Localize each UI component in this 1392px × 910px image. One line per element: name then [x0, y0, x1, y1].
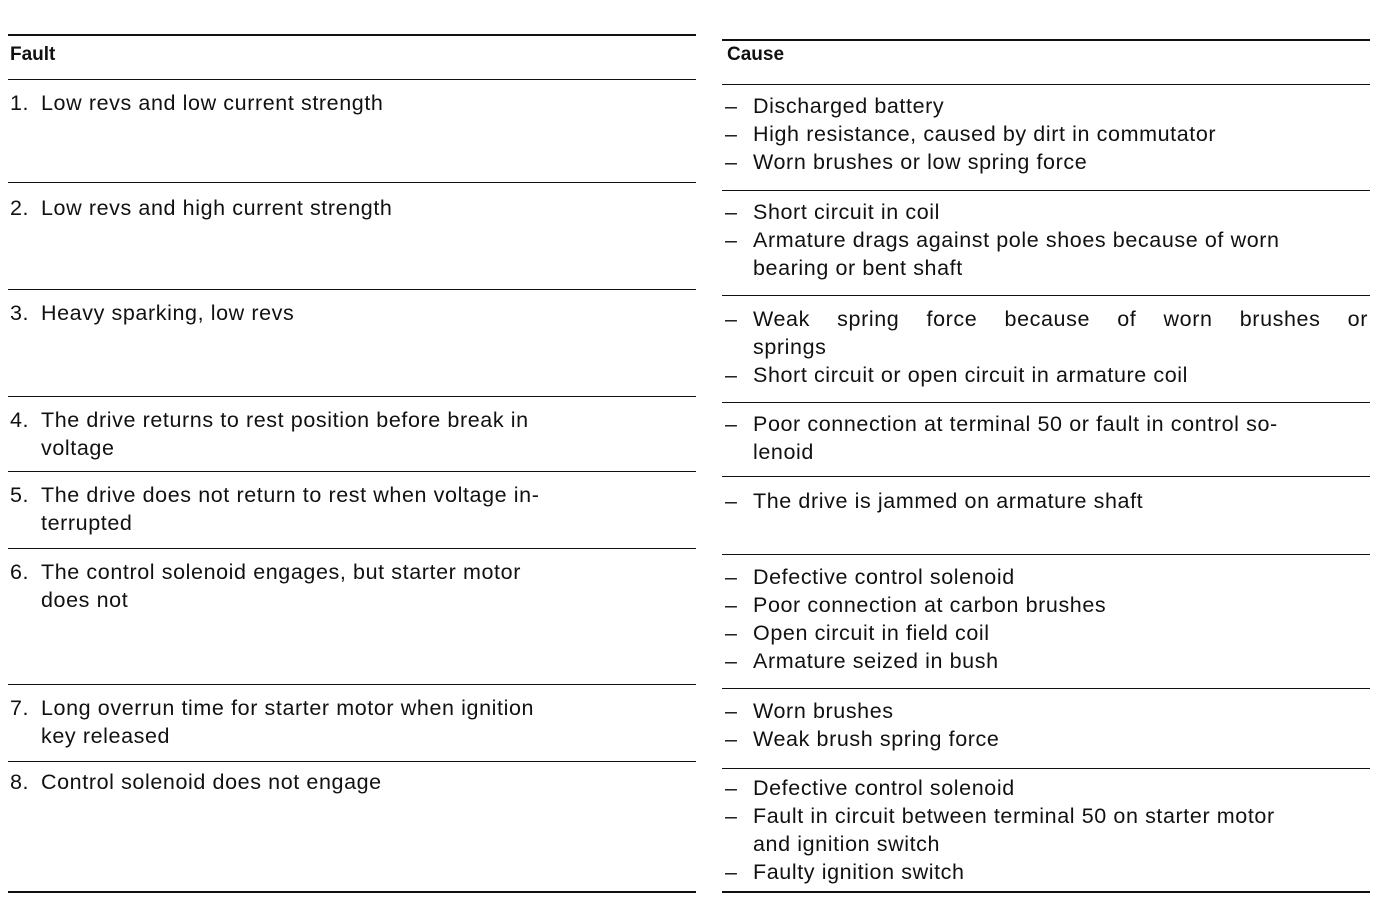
cause-text-line: – Fault in circuit between terminal 50 on starter motor [753, 804, 1275, 828]
cause-list [725, 198, 1370, 282]
row-rule-right [722, 295, 1370, 296]
table-top-rule-right [722, 39, 1370, 41]
cause-text-line: – Poor connection at terminal 50 or fault in control so- [753, 412, 1278, 436]
row-rule-left [8, 182, 696, 183]
row-rule-right [722, 402, 1370, 403]
cause-item [725, 410, 1370, 466]
cause-item [725, 591, 1370, 619]
fault-text-line: Control solenoid does not engage [41, 770, 382, 794]
fault-cell [10, 694, 660, 750]
cause-item [725, 226, 1370, 282]
fault-text-line: The control solenoid engages, but starter motor [41, 560, 521, 584]
header-rule-right [722, 84, 1370, 85]
fault-cell [10, 558, 660, 614]
cause-list [725, 305, 1370, 389]
cause-list [725, 697, 1370, 753]
cause-text-line: bearing or bent shaft [753, 256, 963, 280]
table-top-rule-left [8, 34, 696, 36]
row-rule-right [722, 768, 1370, 769]
fault-cell [10, 194, 660, 222]
row-rule-right [722, 688, 1370, 689]
cause-text-line: lenoid [753, 440, 814, 464]
fault-cell [10, 89, 660, 117]
row-rule-right [722, 891, 1370, 893]
cause-text-line: – Weak brush spring force [753, 727, 1000, 751]
cause-item [725, 619, 1370, 647]
fault-text-line: Long overrun time for starter motor when ignition [41, 696, 535, 720]
cause-text-line: – Discharged battery [753, 94, 945, 118]
row-rule-left [8, 548, 696, 549]
row-rule-left [8, 396, 696, 397]
fault-text-line: key released [41, 724, 171, 748]
fault-text-line: The drive returns to rest position before break in [41, 408, 529, 432]
cause-item [725, 774, 1370, 802]
cause-text-line: – The drive is jammed on armature shaft [753, 489, 1144, 513]
cause-text-line: – Worn brushes or low spring force [753, 150, 1088, 174]
cause-text-line: springs [753, 335, 827, 359]
row-rule-left [8, 684, 696, 685]
fault-number: 1. [10, 91, 30, 115]
fault-number: 2. [10, 196, 30, 220]
cause-item [725, 487, 1370, 515]
cause-item [725, 120, 1370, 148]
fault-text-line: Heavy sparking, low revs [41, 301, 295, 325]
cause-item [725, 802, 1370, 858]
cause-text-line: – Short circuit or open circuit in armature coil [753, 363, 1189, 387]
fault-number: 5. [10, 483, 30, 507]
cause-item [725, 647, 1370, 675]
fault-text-line: does not [41, 588, 129, 612]
cause-list [725, 410, 1370, 466]
row-rule-right [722, 190, 1370, 191]
fault-text-line: Low revs and high current strength [41, 196, 393, 220]
fault-cell [10, 299, 660, 327]
row-rule-left [8, 471, 696, 472]
cause-text-line: – Worn brushes [753, 699, 894, 723]
row-rule-right [722, 476, 1370, 477]
cause-item [725, 697, 1370, 725]
cause-list [725, 487, 1370, 515]
cause-text-line: – High resistance, caused by dirt in commutator [753, 122, 1217, 146]
cause-list [725, 774, 1370, 886]
cause-text-line: – Armature seized in bush [753, 649, 999, 673]
cause-text-line: – Open circuit in field coil [753, 621, 990, 645]
fault-text-line: The drive does not return to rest when voltage in- [41, 483, 540, 507]
fault-cell [10, 481, 660, 537]
fault-text-line: terrupted [41, 511, 133, 535]
cause-item [725, 563, 1370, 591]
row-rule-left [8, 289, 696, 290]
cause-text-line: – Poor connection at carbon brushes [753, 593, 1107, 617]
fault-cell [10, 768, 660, 796]
cause-text-line: – Armature drags against pole shoes because of worn [753, 228, 1280, 252]
cause-item [725, 92, 1370, 120]
cause-item [725, 725, 1370, 753]
fault-number: 3. [10, 301, 30, 325]
row-rule-right [722, 554, 1370, 555]
cause-text-line: – Short circuit in coil [753, 200, 941, 224]
cause-text-line: and ignition switch [753, 832, 941, 856]
header-rule-left [8, 79, 696, 80]
cause-text-line: – Weak spring force because of worn brushes or [753, 307, 1368, 331]
fault-column-header: Fault [10, 44, 56, 65]
cause-list [725, 563, 1370, 675]
fault-number: 4. [10, 408, 30, 432]
cause-column-header: Cause [727, 44, 785, 65]
fault-text-line: Low revs and low current strength [41, 91, 384, 115]
cause-item [725, 198, 1370, 226]
fault-text-line: voltage [41, 436, 115, 460]
cause-item [725, 148, 1370, 176]
fault-number: 6. [10, 560, 30, 584]
cause-text-line: – Faulty ignition switch [753, 860, 965, 884]
cause-text-line: – Defective control solenoid [753, 565, 1015, 589]
fault-number: 7. [10, 696, 30, 720]
cause-item [725, 858, 1370, 886]
row-rule-left [8, 761, 696, 762]
row-rule-left [8, 891, 696, 893]
cause-list [725, 92, 1370, 176]
cause-item [725, 305, 1370, 361]
cause-item [725, 361, 1370, 389]
fault-cell [10, 406, 660, 462]
cause-text-line: – Defective control solenoid [753, 776, 1015, 800]
fault-number: 8. [10, 770, 30, 794]
